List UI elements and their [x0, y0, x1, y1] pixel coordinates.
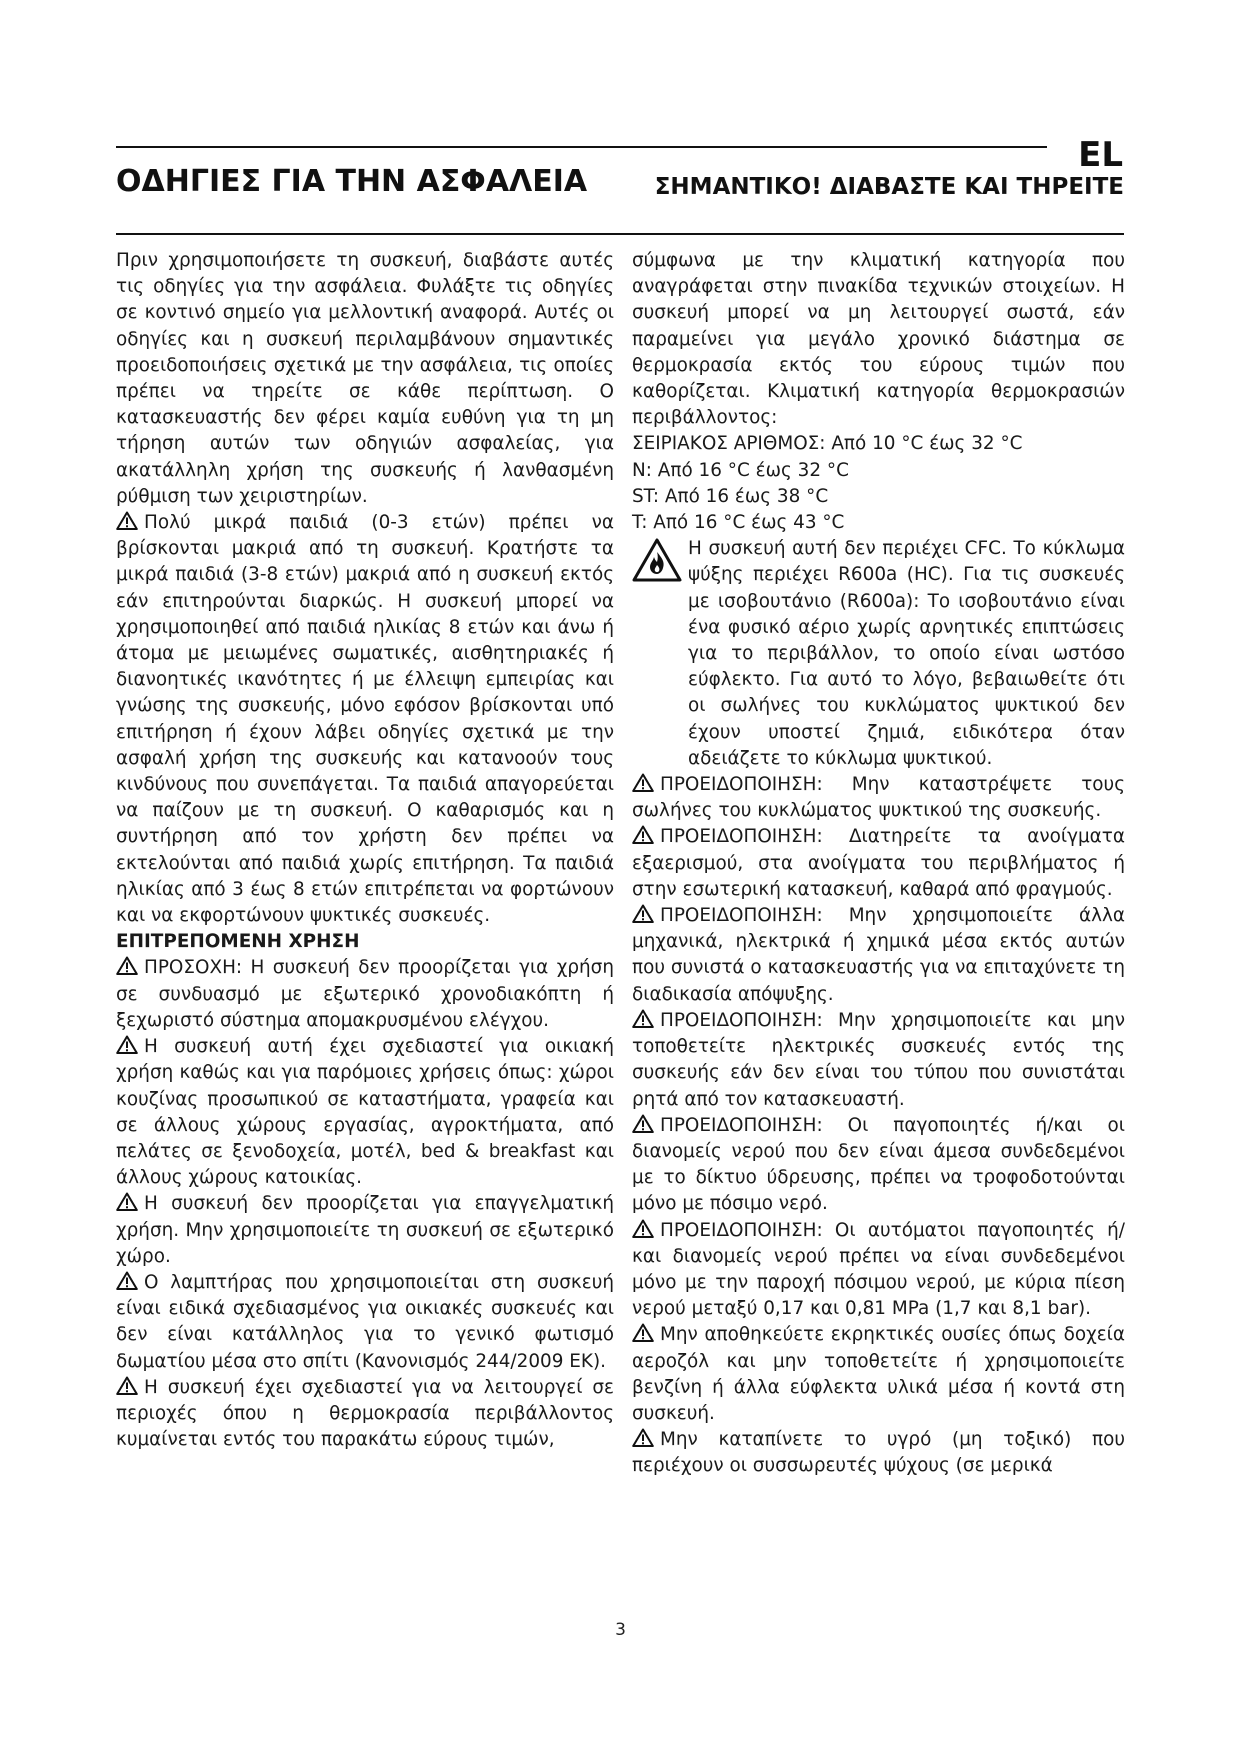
section-title: ΟΔΗΓΙΕΣ ΓΙΑ ΤΗΝ ΑΣΦΑΛΕΙΑ — [116, 164, 588, 199]
warning-icon — [116, 1035, 138, 1054]
climate-class-st: ST: Από 16 έως 38 °C — [632, 485, 829, 507]
warning-icon — [632, 904, 654, 923]
climate-class-n: N: Από 16 °C έως 32 °C — [632, 459, 849, 481]
household-use-paragraph: Η συσκευή αυτή έχει σχεδιαστεί για οικιακή χρήση καθώς και για παρόμοιες χρήσεις όπως: χώροι κουζίνας προσωπικού σε καταστήματα, γραφεία και σε άλλους χώρους εργασίας, αγροκτήματα, από πελάτες σε ξενοδοχεία, μοτέλ, bed & breakfast και άλλους χώρους κατοικίας. — [116, 1036, 614, 1189]
warn-icemakers-paragraph: ΠΡΟΕΙΔΟΠΟΙΗΣΗ: Οι παγοποιητές ή/και οι διανομείς νερού που δεν είναι άμεσα συνδεδεμένοι με το δίκτυο ύδρευσης, πρέπει να τροφοδοτούνται μόνο με πόσιμο νερό. — [632, 1114, 1125, 1215]
warning-icon — [116, 1271, 138, 1290]
climate-class-t: T: Από 16 °C έως 43 °C — [632, 512, 845, 534]
warning-icon — [632, 1428, 654, 1447]
climate-paragraph: Η συσκευή έχει σχεδιαστεί για να λειτουργεί σε περιοχές όπου η θερμοκρασία περιβάλλοντος κυμαίνεται εντός του παρακάτω εύρους τιμών, — [116, 1376, 614, 1451]
warn-defrost-paragraph: ΠΡΟΕΙΔΟΠΟΙΗΣΗ: Μην χρησιμοποιείτε άλλα μηχανικά, ηλεκτρικά ή χημικά μέσα εκτός αυτών που συνιστά ο κατασκευαστής για να επιταχύνετε τη διαδικασία απόψυξης. — [632, 905, 1125, 1005]
warning-icon — [632, 825, 654, 844]
warn-automatic-paragraph: ΠΡΟΕΙΔΟΠΟΙΗΣΗ: Οι αυτόματοι παγοποιητές ή/και διανομείς νερού πρέπει να είναι συνδεδεμένοι μόνο με την παροχή πόσιμου νερού, με κύρια πίεση νερού μεταξύ 0,17 και 0,81 MPa (1,7 και 8,1 bar). — [632, 1219, 1125, 1320]
intro-paragraph: Πριν χρησιμοποιήσετε τη συσκευή, διαβάστε αυτές τις οδηγίες για την ασφάλεια. Φυλάξτε τις οδηγίες σε κοντινό σημείο για μελλοντική αναφορά. Αυτές οι οδηγίες και η συσκευή περιλαμβάνουν σημαντικές προειδοποιήσεις σχετικά με την ασφάλεια, τις οποίες πρέπει να τηρείτε σε κάθε περίπτωση. Ο κατασκευαστής δεν φέρει καμία ευθύνη για τη μη τήρηση αυτών των οδηγιών ασφαλείας, για ακατάλληλη χρήση της συσκευής ή λανθασμένη ρύθμιση των χειριστηρίων. — [116, 250, 614, 507]
warn-ventilation-paragraph: ΠΡΟΕΙΔΟΠΟΙΗΣΗ: Διατηρείτε τα ανοίγματα εξαερισμού, στα ανοίγματα του περιβλήματος ή στην εσωτερική κατασκευή, καθαρά από φραγμούς. — [632, 826, 1125, 900]
flammable-gas-block — [632, 536, 1125, 772]
warn-electrical-paragraph: ΠΡΟΕΙΔΟΠΟΙΗΣΗ: Μην χρησιμοποιείτε και μην τοποθετείτε ηλεκτρικές συσκευές εντός της συσκευής εάν δεν είναι του τύπου που συνιστάται ρητά από τον κατασκευαστή. — [632, 1009, 1125, 1110]
lamp-paragraph: Ο λαμπτήρας που χρησιμοποιείται στη συσκευή είναι ειδικά σχεδιασμένος για οικιακές συσκευές και δεν είναι κατάλληλος για το γενικό φωτισμό δωματίου μέσα στο σπίτι (Κανονισμός 244/2009 ΕΚ). — [116, 1271, 614, 1372]
warning-icon — [632, 1114, 654, 1133]
caution-timer-paragraph: ΠΡΟΣΟΧΗ: Η συσκευή δεν προορίζεται για χρήση σε συνδυασμό με εξωτερικό χρονοδιακόπτη ή ξεχωριστό σύστημα απομακρυσμένου ελέγχου. — [116, 957, 614, 1031]
warning-icon — [632, 773, 654, 792]
children-paragraph: Πολύ μικρά παιδιά (0-3 ετών) πρέπει να βρίσκονται μακριά από τη συσκευή. Κρατήστε τα μικρά παιδιά (3-8 ετών) μακριά από η συσκευή εκτός εάν επιτηρούνται διαρκώς. Η συσκευή μπορεί να χρησιμοποιηθεί από παιδιά ηλικίας 8 ετών και άνω ή άτομα με μειωμένες σωματικές, αισθητηριακές ή διανοητικές ικανότητες ή με έλλειψη εμπειρίας και γνώσης της συσκευής, μόνο εφόσον βρίσκονται υπό επιτήρηση ή έχουν λάβει οδηγίες σχετικά με την ασφαλή χρήση της συσκευής και κατανοούν τους κινδύνους που συνεπάγεται. Τα παιδιά απαγορεύεται να παίζουν με τη συσκευή. Ο καθαρισμός και η συντήρηση από τον χρήστη δεν πρέπει να εκτελούνται από παιδιά χωρίς επιτήρηση. Τα παιδιά ηλικίας από 3 έως 8 ετών επιτρέπεται να φορτώνουν και να εκφορτώνουν ψυκτικές συσκευές. — [116, 512, 614, 927]
liquid-paragraph: Μην καταπίνετε το υγρό (μη τοξικό) που περιέχουν οι συσσωρευτές ψύχους (σε μερικά — [632, 1429, 1125, 1477]
header-rule-top — [116, 146, 1047, 148]
warning-icon — [632, 1219, 654, 1238]
warning-icon — [116, 1192, 138, 1211]
language-code: EL — [1078, 135, 1123, 175]
permitted-use-heading: ΕΠΙΤΡΕΠΟΜΕΝΗ ΧΡΗΣΗ — [116, 931, 360, 953]
header-rule-bottom — [116, 233, 1124, 235]
warning-icon — [116, 956, 138, 975]
section-subtitle: ΣΗΜΑΝΤΙΚΟ! ΔΙΑΒΑΣΤΕ ΚΑΙ ΤΗΡΕΙΤΕ — [654, 174, 1124, 200]
not-professional-paragraph: Η συσκευή δεν προορίζεται για επαγγελματική χρήση. Μην χρησιμοποιείτε τη συσκευή σε εξωτερικό χώρο. — [116, 1193, 614, 1267]
page-number: 3 — [615, 1620, 626, 1640]
cfc-paragraph: Η συσκευή αυτή δεν περιέχει CFC. Το κύκλωμα ψύξης περιέχει R600a (HC). Για τις συσκευές με ισοβουτάνιο (R600a): Το ισοβουτάνιο είναι ένα φυσικό αέριο χωρίς αρνητικές επιπτώσεις για το περιβάλλον, το οποίο είναι ωστόσο εύφλεκτο. Για αυτό το λόγο, βεβαιωθείτε ότι οι σωλήνες του κυκλώματος ψυκτικού δεν έχουν υποστεί ζημιά, ειδικότερα όταν αδειάζετε το κύκλωμα ψυκτικού. — [688, 538, 1125, 769]
right-column — [632, 248, 1125, 1480]
warning-icon — [632, 1009, 654, 1028]
explosive-paragraph: Μην αποθηκεύετε εκρηκτικές ουσίες όπως δοχεία αεροζόλ και μην τοποθετείτε ή χρησιμοποιείτε βενζίνη ή άλλα εύφλεκτα υλικά μέσα ή κοντά στη συσκευή. — [632, 1324, 1125, 1424]
warning-icon — [632, 1323, 654, 1342]
climate-continued-paragraph: σύμφωνα με την κλιματική κατηγορία που αναγράφεται στην πινακίδα τεχνικών στοιχείων. Η συσκευή μπορεί να μη λειτουργεί σωστά, εάν παραμείνει για μεγάλο χρονικό διάστημα σε θερμοκρασία εκτός του εύρους τιμών που καθορίζεται. Κλιματική κατηγορία θερμοκρασιών περιβάλλοντος: — [632, 250, 1125, 429]
warning-icon — [116, 511, 138, 530]
flammable-warning-icon — [632, 538, 682, 582]
climate-class-sn: ΣΕΙΡΙΑΚΟΣ ΑΡΙΘΜΟΣ: Από 10 °C έως 32 °C — [632, 433, 1023, 455]
warn-pipes-paragraph: ΠΡΟΕΙΔΟΠΟΙΗΣΗ: Μην καταστρέψετε τους σωλήνες του κυκλώματος ψυκτικού της συσκευής. — [632, 774, 1125, 822]
warning-icon — [116, 1376, 138, 1395]
left-column — [116, 248, 614, 1453]
